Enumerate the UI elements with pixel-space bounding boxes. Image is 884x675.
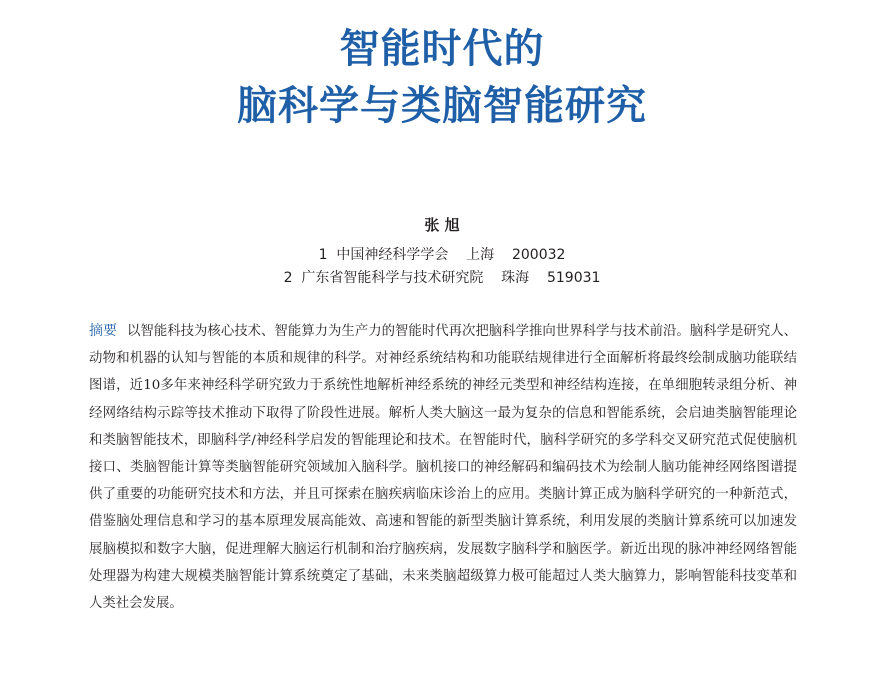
- affiliation-1: 1 中国神经科学学会 上海 200032: [318, 247, 566, 263]
- title-line-1: 智能时代的: [339, 26, 545, 72]
- affiliation-2: 2 广东省智能科学与技术研究院 珠海 519031: [283, 270, 601, 286]
- abstract-label: 摘要: [89, 323, 118, 339]
- abstract: [89, 318, 797, 617]
- title-line-2: 脑科学与类脑智能研究: [237, 83, 647, 129]
- author-name: 张 旭: [424, 216, 460, 234]
- abstract-text: 以智能科技为核心技术、智能算力为生产力的智能时代再次把脑科学推向世界科学与技术前沿。脑科学是研究人、动物和机器的认知与智能的本质和规律的科学。对神经系统结构和功能联结规律进行全面解析将最终绘制成脑功能联结图谱，近10多年来神经科学研究致力于系统性地解析神经系统的神经元类型和神经结构连接，在单细胞转录组分析、神经网络结构示踪等技术推动下取得了阶段性进展。解析人类大脑这一最为复杂的信息和智能系统，会启迪类脑智能理论和类脑智能技术，即脑科学/神经科学启发的智能理论和技术。在智能时代，脑科学研究的多学科交叉研究范式促使脑机接口、类脑智能计算等类脑智能研究领域加入脑科学。脑机接口的神经解码和编码技术为绘制人脑功能神经网络图谱提供了重要的功能研究技术和方法，并且可探索在脑疾病临床诊治上的应用。类脑计算正成为脑科学研究的一种新范式，借鉴脑处理信息和学习的基本原理发展高能效、高速和智能的新型类脑计算系统，利用发展的类脑计算系统可以加速发展脑模拟和数字大脑，促进理解大脑运行机制和治疗脑疾病，发展数字脑科学和脑医学。新近出现的脉冲神经网络智能处理器为构建大规模类脑智能计算系统奠定了基础，未来类脑超级算力极可能超过人类大脑算力，影响智能科技变革和人类社会发展。: [89, 324, 798, 612]
